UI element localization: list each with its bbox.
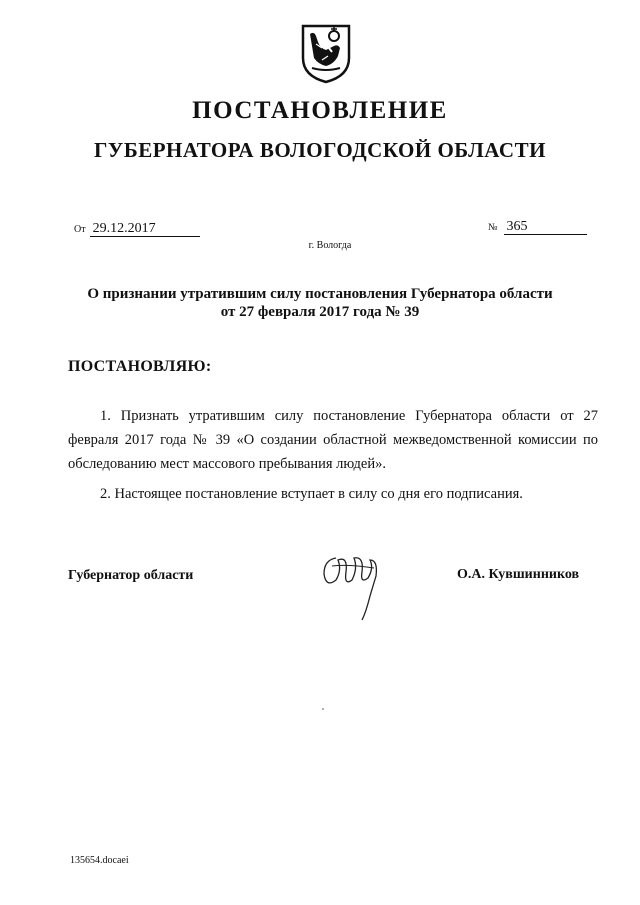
decree-heading: ПОСТАНОВЛЯЮ: [68, 358, 212, 375]
body-paragraph: 1. Признать утратившим силу постановление Губернатора области от 27 февраля 2017 года № 39 «О создании областной межведомственной комиссии по обследованию мест массового пребывания людей». [68, 408, 598, 472]
signatory-position: Губернатор области [68, 568, 194, 583]
document-issuer: ГУБЕРНАТОРА ВОЛОГОДСКОЙ ОБЛАСТИ [94, 138, 546, 162]
signatory-name: О.А. Кувшинников [457, 567, 580, 582]
date-field [74, 221, 200, 237]
date-value: 29.12.2017 [90, 221, 200, 237]
file-name-footer: 135654.docaei [70, 855, 129, 866]
number-value: 365 [504, 219, 587, 235]
body-paragraph: 2. Настоящее постановление вступает в силу со дня его подписания. [100, 486, 523, 502]
document-body [68, 404, 598, 506]
vologda-coat-of-arms-icon [300, 22, 352, 84]
number-label: № [488, 222, 498, 233]
subject-line: О признании утратившим силу постановления Губернатора области [87, 286, 553, 302]
subject-line: от 27 февраля 2017 года № 39 [220, 304, 420, 320]
handwritten-signature-icon [318, 546, 390, 624]
scan-speck [322, 708, 324, 710]
date-label: От [74, 224, 86, 235]
city-label: г. Вологда [308, 240, 352, 251]
document-title: ПОСТАНОВЛЕНИЕ [192, 97, 448, 124]
document-subject [0, 285, 640, 321]
number-field [488, 219, 587, 235]
